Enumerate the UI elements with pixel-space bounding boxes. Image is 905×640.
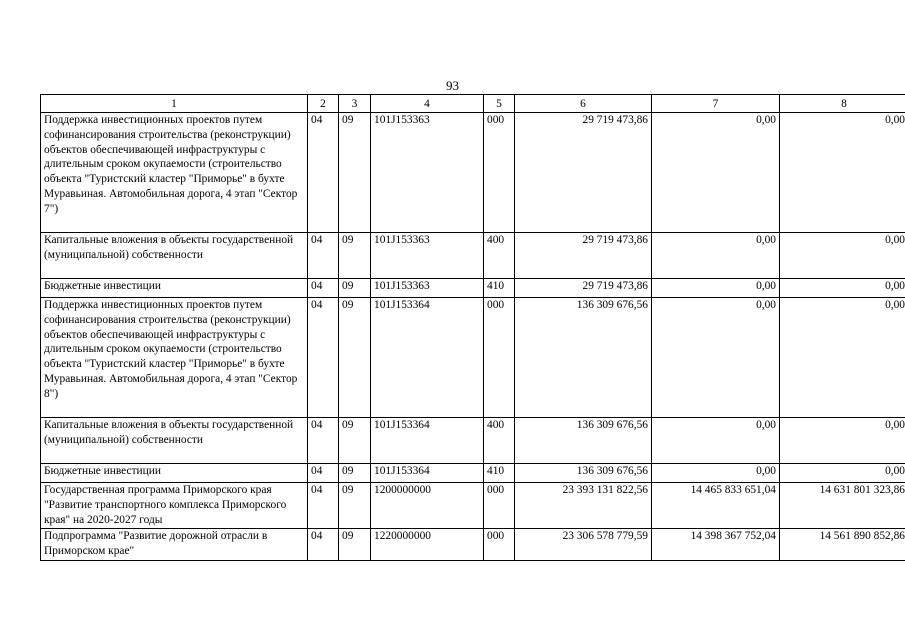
row-name: Бюджетные инвестиции [41, 464, 308, 483]
row-amount-col6: 23 393 131 822,56 [515, 483, 652, 529]
row-subsection: 09 [339, 233, 371, 279]
row-target-article: 101J153363 [371, 113, 484, 233]
row-section: 04 [308, 464, 339, 483]
table-row [41, 233, 905, 279]
row-section: 04 [308, 483, 339, 529]
row-amount-col7: 14 465 833 651,04 [652, 483, 780, 529]
row-target-article: 101J153363 [371, 233, 484, 279]
row-target-article: 101J153364 [371, 418, 484, 464]
row-target-article: 1200000000 [371, 483, 484, 529]
row-section: 04 [308, 279, 339, 298]
row-target-article: 101J153364 [371, 464, 484, 483]
row-amount-col7: 0,00 [652, 464, 780, 483]
row-amount-col6: 136 309 676,56 [515, 298, 652, 418]
row-expense-type: 000 [484, 483, 515, 529]
row-expense-type: 000 [484, 113, 515, 233]
row-subsection: 09 [339, 529, 371, 561]
row-name: Капитальные вложения в объекты государственной (муниципальной) собственности [41, 233, 308, 279]
row-amount-col8: 14 631 801 323,86 [780, 483, 905, 529]
row-name: Поддержка инвестиционных проектов путем софинансирования строительства (реконструкции) объектов обеспечивающей инфраструктуры с длительным сроком окупаемости (строительство объекта "Туристский кластер "Приморье" в бухте Муравьиная. Автомобильная дорога, 4 этап "Сектор 8") [41, 298, 308, 418]
row-amount-col8: 0,00 [780, 418, 905, 464]
row-target-article: 101J153364 [371, 298, 484, 418]
row-section: 04 [308, 113, 339, 233]
header-col-6: 6 [515, 95, 652, 113]
row-amount-col6: 136 309 676,56 [515, 464, 652, 483]
row-amount-col8: 0,00 [780, 298, 905, 418]
row-name: Бюджетные инвестиции [41, 279, 308, 298]
page-number: 93 [446, 78, 459, 93]
table-row [41, 279, 905, 298]
header-col-7: 7 [652, 95, 780, 113]
row-subsection: 09 [339, 113, 371, 233]
table-row [41, 298, 905, 418]
row-amount-col7: 0,00 [652, 418, 780, 464]
row-expense-type: 400 [484, 233, 515, 279]
row-section: 04 [308, 418, 339, 464]
row-expense-type: 410 [484, 279, 515, 298]
row-subsection: 09 [339, 483, 371, 529]
table-row [41, 464, 905, 483]
header-col-2: 2 [308, 95, 339, 113]
row-amount-col7: 0,00 [652, 233, 780, 279]
row-name: Подпрограмма "Развитие дорожной отрасли в Приморском крае" [41, 529, 308, 561]
row-amount-col6: 29 719 473,86 [515, 233, 652, 279]
row-name: Поддержка инвестиционных проектов путем софинансирования строительства (реконструкции) объектов обеспечивающей инфраструктуры с длительным сроком окупаемости (строительство объекта "Туристский кластер "Приморье" в бухте Муравьиная. Автомобильная дорога, 4 этап "Сектор 7") [41, 113, 308, 233]
header-col-4: 4 [371, 95, 484, 113]
row-amount-col6: 23 306 578 779,59 [515, 529, 652, 561]
row-amount-col6: 29 719 473,86 [515, 113, 652, 233]
row-subsection: 09 [339, 279, 371, 298]
row-amount-col6: 136 309 676,56 [515, 418, 652, 464]
table-row [41, 418, 905, 464]
table-row [41, 113, 905, 233]
header-col-3: 3 [339, 95, 371, 113]
table-header [41, 95, 905, 113]
header-col-1: 1 [41, 95, 308, 113]
row-amount-col7: 0,00 [652, 279, 780, 298]
row-target-article: 1220000000 [371, 529, 484, 561]
budget-table [40, 94, 905, 561]
row-section: 04 [308, 233, 339, 279]
row-amount-col8: 0,00 [780, 113, 905, 233]
row-subsection: 09 [339, 464, 371, 483]
row-amount-col8: 14 561 890 852,86 [780, 529, 905, 561]
row-section: 04 [308, 298, 339, 418]
row-expense-type: 410 [484, 464, 515, 483]
row-expense-type: 400 [484, 418, 515, 464]
row-amount-col8: 0,00 [780, 233, 905, 279]
row-target-article: 101J153363 [371, 279, 484, 298]
row-amount-col8: 0,00 [780, 464, 905, 483]
row-subsection: 09 [339, 418, 371, 464]
row-expense-type: 000 [484, 529, 515, 561]
row-name: Государственная программа Приморского края "Развитие транспортного комплекса Приморского края" на 2020-2027 годы [41, 483, 308, 529]
row-amount-col6: 29 719 473,86 [515, 279, 652, 298]
row-subsection: 09 [339, 298, 371, 418]
header-col-5: 5 [484, 95, 515, 113]
row-section: 04 [308, 529, 339, 561]
table-row [41, 529, 905, 561]
row-amount-col8: 0,00 [780, 279, 905, 298]
table-body [41, 113, 905, 561]
header-col-8: 8 [780, 95, 905, 113]
row-amount-col7: 0,00 [652, 113, 780, 233]
row-name: Капитальные вложения в объекты государственной (муниципальной) собственности [41, 418, 308, 464]
header-row [41, 95, 905, 113]
row-amount-col7: 14 398 367 752,04 [652, 529, 780, 561]
row-expense-type: 000 [484, 298, 515, 418]
row-amount-col7: 0,00 [652, 298, 780, 418]
table-row [41, 483, 905, 529]
